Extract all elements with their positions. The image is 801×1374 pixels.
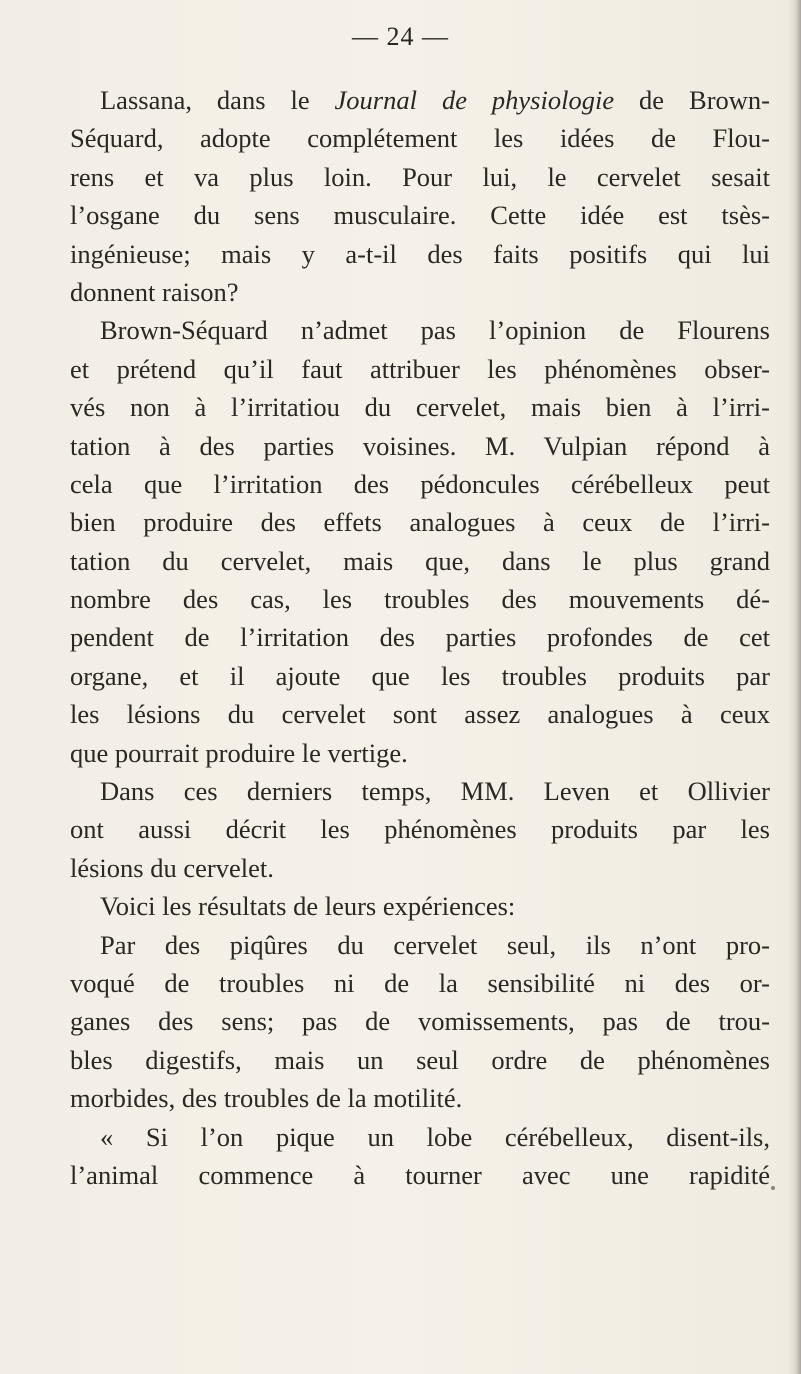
- text-segment: ont aussi décrit les phénomènes produits par les: [70, 814, 770, 845]
- text-segment: les lésions du cervelet sont assez analogues à ceux: [70, 699, 770, 730]
- page-edge-shadow: [787, 0, 801, 1374]
- text-segment: lésions du cervelet.: [70, 852, 274, 883]
- text-segment: donnent raison?: [70, 276, 239, 307]
- text-line: [70, 542, 770, 580]
- text-line: [70, 350, 770, 388]
- text-segment: cela que l’irritation des pédoncules cérébelleux peut: [70, 468, 770, 499]
- text-line: [70, 311, 770, 349]
- text-segment: et prétend qu’il faut attribuer les phénomènes obser-: [70, 353, 770, 384]
- text-segment: ganes des sens; pas de vomissements, pas de trou-: [70, 1006, 770, 1037]
- paper-speck: [771, 1186, 775, 1190]
- text-segment: Dans ces derniers temps, MM. Leven et Ollivier: [100, 776, 770, 807]
- text-line: [70, 1002, 770, 1040]
- text-segment: Voici les résultats de leurs expériences:: [100, 891, 516, 922]
- text-segment: rens et va plus loin. Pour lui, le cervelet sesait: [70, 161, 770, 192]
- text-line: [70, 772, 770, 810]
- text-segment: Lassana, dans le: [100, 85, 335, 115]
- text-line: [70, 388, 770, 426]
- text-segment: l’animal commence à tourner avec une rapidité: [70, 1159, 770, 1190]
- text-line: [70, 465, 770, 503]
- page-number: — 24 —: [352, 22, 449, 51]
- text-line: [70, 273, 770, 311]
- text-segment: pendent de l’irritation des parties profondes de cet: [70, 622, 770, 653]
- journal-title-italic: Journal de physiologie: [334, 85, 615, 115]
- text-line: [70, 695, 770, 733]
- text-segment: voqué de troubles ni de la sensibilité ni des or-: [70, 967, 770, 998]
- text-segment: tation à des parties voisines. M. Vulpian répond à: [70, 430, 770, 461]
- text-segment: l’osgane du sens musculaire. Cette idée est tsès-: [70, 200, 770, 231]
- text-segment: vés non à l’irritatiou du cervelet, mais bien à l’irri-: [70, 392, 770, 423]
- text-line: [70, 81, 770, 119]
- text-line: [70, 119, 770, 157]
- text-segment: Par des piqûres du cervelet seul, ils n’ont pro-: [100, 929, 770, 960]
- text-line: [70, 1118, 770, 1156]
- text-segment: bles digestifs, mais un seul ordre de phénomènes: [70, 1044, 770, 1075]
- text-line: [70, 196, 770, 234]
- text-segment: nombre des cas, les troubles des mouvements dé-: [70, 584, 770, 615]
- text-segment: ingénieuse; mais y a-t-il des faits positifs qui lui: [70, 238, 770, 269]
- text-segment: bien produire des effets analogues à ceux de l’irri-: [70, 507, 770, 538]
- text-line: [70, 1079, 770, 1117]
- text-segment: organe, et il ajoute que les troubles produits par: [70, 660, 770, 691]
- text-segment: que pourrait produire le vertige.: [70, 737, 408, 768]
- text-line: [70, 427, 770, 465]
- text-line: [70, 657, 770, 695]
- text-segment: morbides, des troubles de la motilité.: [70, 1083, 463, 1114]
- text-segment: « Si l’on pique un lobe cérébelleux, disent-ils,: [100, 1121, 770, 1152]
- text-line: [70, 235, 770, 273]
- text-line: [70, 734, 770, 772]
- text-line: [70, 810, 770, 848]
- text-line: [70, 503, 770, 541]
- text-line: [70, 1156, 770, 1194]
- text-line: [70, 580, 770, 618]
- text-line: [70, 1041, 770, 1079]
- body-text: [70, 81, 770, 1194]
- text-line: [70, 618, 770, 656]
- text-segment: Brown-Séquard n’admet pas l’opinion de Flourens: [100, 315, 770, 346]
- text-line: [70, 887, 770, 925]
- text-line: [70, 849, 770, 887]
- text-line: [70, 964, 770, 1002]
- text-line: [70, 158, 770, 196]
- text-segment: tation du cervelet, mais que, dans le plus grand: [70, 545, 770, 576]
- text-line: [70, 926, 770, 964]
- text-segment: Séquard, adopte complétement les idées de Flou-: [70, 123, 770, 154]
- text-segment: de Brown-: [614, 85, 770, 115]
